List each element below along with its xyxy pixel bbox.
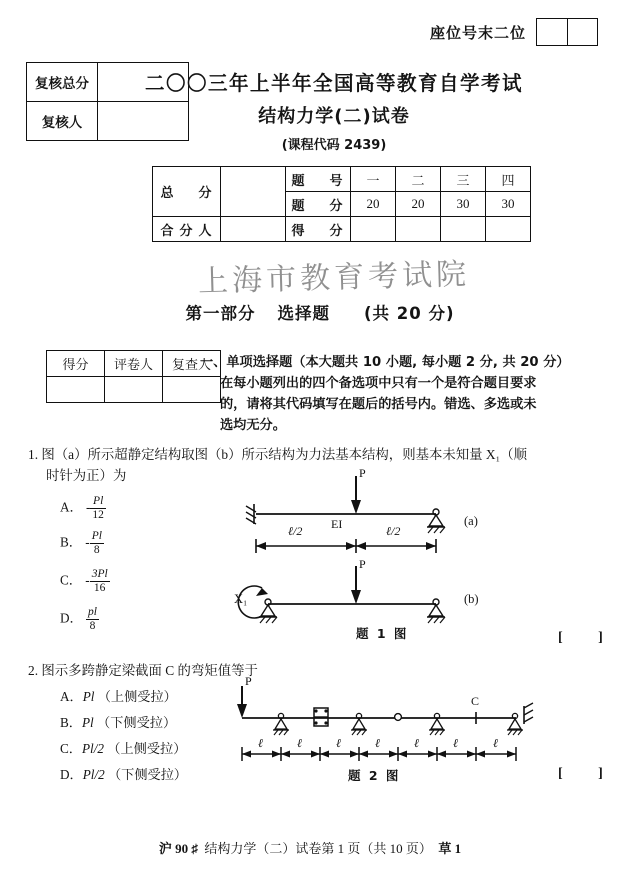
question-2-figure	[228, 676, 568, 776]
question-1-answer-bracket[interactable]: [ ]	[558, 630, 619, 645]
directions-line-1: 一、单项选择题（本大题共 10 小题, 每小题 2 分, 共 20 分）	[200, 355, 570, 370]
question-1-number: 1.	[28, 447, 39, 462]
question-2-option-c[interactable]	[60, 738, 186, 757]
option-note: （上侧受拉）	[107, 741, 187, 756]
question-2-answer-bracket[interactable]: [ ]	[558, 766, 619, 781]
option-note: （下侧受拉）	[97, 715, 177, 730]
option-denominator: 8	[89, 620, 96, 632]
directions-line-4: 选均无分。	[220, 418, 286, 433]
question-marks-header: 题 分	[286, 192, 351, 217]
question-2-stem	[28, 660, 258, 681]
dim-label-left: ℓ/2	[288, 524, 303, 538]
earned-2[interactable]	[396, 217, 441, 242]
col-1: 一	[351, 167, 396, 192]
load-label-p: P	[245, 674, 252, 688]
table-row	[153, 217, 531, 242]
question-2-figure-caption: 题 2 图	[348, 768, 401, 783]
option-key: D．	[60, 767, 83, 782]
directions-line-2: 在每小题列出的四个备选项中只有一个是符合题目要求	[220, 376, 537, 391]
option-key: A．	[60, 499, 83, 515]
option-value: Pl	[82, 689, 95, 704]
dim-label-right: ℓ/2	[386, 524, 401, 538]
question-2-option-a[interactable]	[60, 686, 177, 705]
footer-code: 沪 90 ♯	[158, 841, 198, 856]
part-heading-part: 第一部分	[185, 304, 256, 323]
dim-label-6: ℓ	[453, 736, 458, 750]
part-heading	[0, 300, 620, 324]
option-numerator: pl	[88, 606, 97, 618]
table-row	[47, 377, 221, 403]
subfigure-label-b: (b)	[464, 592, 479, 606]
option-key: C．	[60, 572, 82, 588]
unknown-label-x1: X₁	[234, 592, 248, 606]
option-note: （上侧受拉）	[97, 689, 177, 704]
exam-course-code: (课程代码 2439)	[281, 138, 387, 153]
exam-title-subject: 结构力学(二)试卷	[258, 106, 410, 127]
grader-value-marker[interactable]	[105, 377, 163, 403]
question-2-option-d[interactable]	[60, 764, 187, 783]
grader-header-checker: 复查人	[163, 351, 221, 377]
part-heading-name: 选择题	[277, 304, 330, 323]
col-4: 四	[486, 167, 531, 192]
directions-line-3: 的，请将其代码填写在题后的括号内。错选、多选或未	[220, 397, 537, 412]
exam-title-year: 二〇〇三年上半年全国高等教育自学考试	[144, 71, 523, 96]
dim-label-5: ℓ	[414, 736, 419, 750]
question-1-figure-a	[236, 466, 556, 565]
option-numerator: 3Pl	[91, 568, 108, 580]
option-sign: -	[85, 572, 90, 588]
question-1-option-c[interactable]	[60, 568, 110, 595]
option-key: C．	[60, 741, 82, 756]
score-summary-table	[152, 166, 531, 242]
col-3: 三	[441, 167, 486, 192]
question-2-number: 2.	[28, 663, 39, 678]
col-2: 二	[396, 167, 441, 192]
option-value: Pl/2	[82, 767, 105, 782]
earned-header: 得 分	[286, 217, 351, 242]
seat-number-box[interactable]	[536, 18, 598, 46]
question-1-stem-line2: 时针为正）为	[46, 468, 127, 483]
total-score-value[interactable]	[221, 167, 286, 217]
dim-label-3: ℓ	[336, 736, 341, 750]
earned-4[interactable]	[486, 217, 531, 242]
total-score-label: 总 分	[153, 167, 221, 217]
option-key: A．	[60, 689, 83, 704]
seat-number-row	[430, 18, 598, 46]
scorer-label: 合分人	[153, 217, 221, 242]
footer-text: 结构力学（二）试卷第 1 页（共 10 页）	[204, 841, 432, 856]
earned-1[interactable]	[351, 217, 396, 242]
option-note: （下侧受拉）	[108, 767, 188, 782]
earned-3[interactable]	[441, 217, 486, 242]
question-number-header: 题 号	[286, 167, 351, 192]
grader-value-score[interactable]	[47, 377, 105, 403]
table-row	[153, 167, 531, 192]
question-1-stem-line1: 图（a）所示超静定结构取图（b）所示结构为力法基本结构，则基本未知量 X₁（顺	[41, 447, 528, 462]
dim-label-4: ℓ	[375, 736, 380, 750]
grader-header-marker: 评卷人	[105, 351, 163, 377]
review-total-label: 复核总分	[27, 63, 98, 102]
section-label-c: C	[471, 694, 480, 708]
option-key: B．	[60, 534, 82, 550]
load-label-p: P	[359, 466, 366, 480]
option-denominator: 12	[92, 509, 104, 521]
question-1-option-a[interactable]	[60, 495, 106, 522]
marks-3: 30	[441, 192, 486, 217]
option-numerator: Pl	[90, 495, 106, 509]
seat-number-label: 座位号末二位	[430, 25, 527, 42]
marks-2: 20	[396, 192, 441, 217]
option-sign: -	[86, 499, 91, 515]
scorer-value[interactable]	[221, 217, 286, 242]
option-key: B．	[60, 715, 82, 730]
option-denominator: 16	[93, 582, 106, 594]
reviewer-label: 复核人	[27, 102, 98, 141]
marks-1: 20	[351, 192, 396, 217]
section-directions	[200, 352, 604, 436]
option-numerator: Pl	[91, 530, 102, 542]
question-1-figure-caption: 题 1 图	[356, 626, 409, 641]
footer-draft: 草 1	[438, 841, 462, 856]
question-2-stem-line1: 图示多跨静定梁截面 C 的弯矩值等于	[41, 663, 258, 678]
option-value: Pl	[81, 715, 94, 730]
institution-stamp: 上海市教育考试院	[197, 256, 471, 300]
dim-label-7: ℓ	[493, 736, 498, 750]
option-sign: -	[85, 534, 90, 550]
grader-header-score: 得分	[47, 351, 105, 377]
marks-4: 30	[486, 192, 531, 217]
question-2-option-b[interactable]	[60, 712, 176, 731]
load-label-p: P	[359, 557, 366, 571]
page-footer	[0, 838, 620, 857]
dim-label-2: ℓ	[297, 736, 302, 750]
stiffness-label-ei: EI	[331, 517, 343, 531]
subfigure-label-a: (a)	[464, 514, 478, 528]
table-row	[47, 351, 221, 377]
question-1-option-b[interactable]	[60, 530, 104, 557]
option-denominator: 8	[93, 544, 100, 556]
question-1-option-d[interactable]	[60, 606, 99, 633]
grader-table	[46, 350, 221, 403]
option-value: Pl/2	[81, 741, 104, 756]
option-key: D．	[60, 610, 83, 626]
dim-label-1: ℓ	[258, 736, 263, 750]
part-heading-points: (共 20 分)	[363, 304, 455, 323]
